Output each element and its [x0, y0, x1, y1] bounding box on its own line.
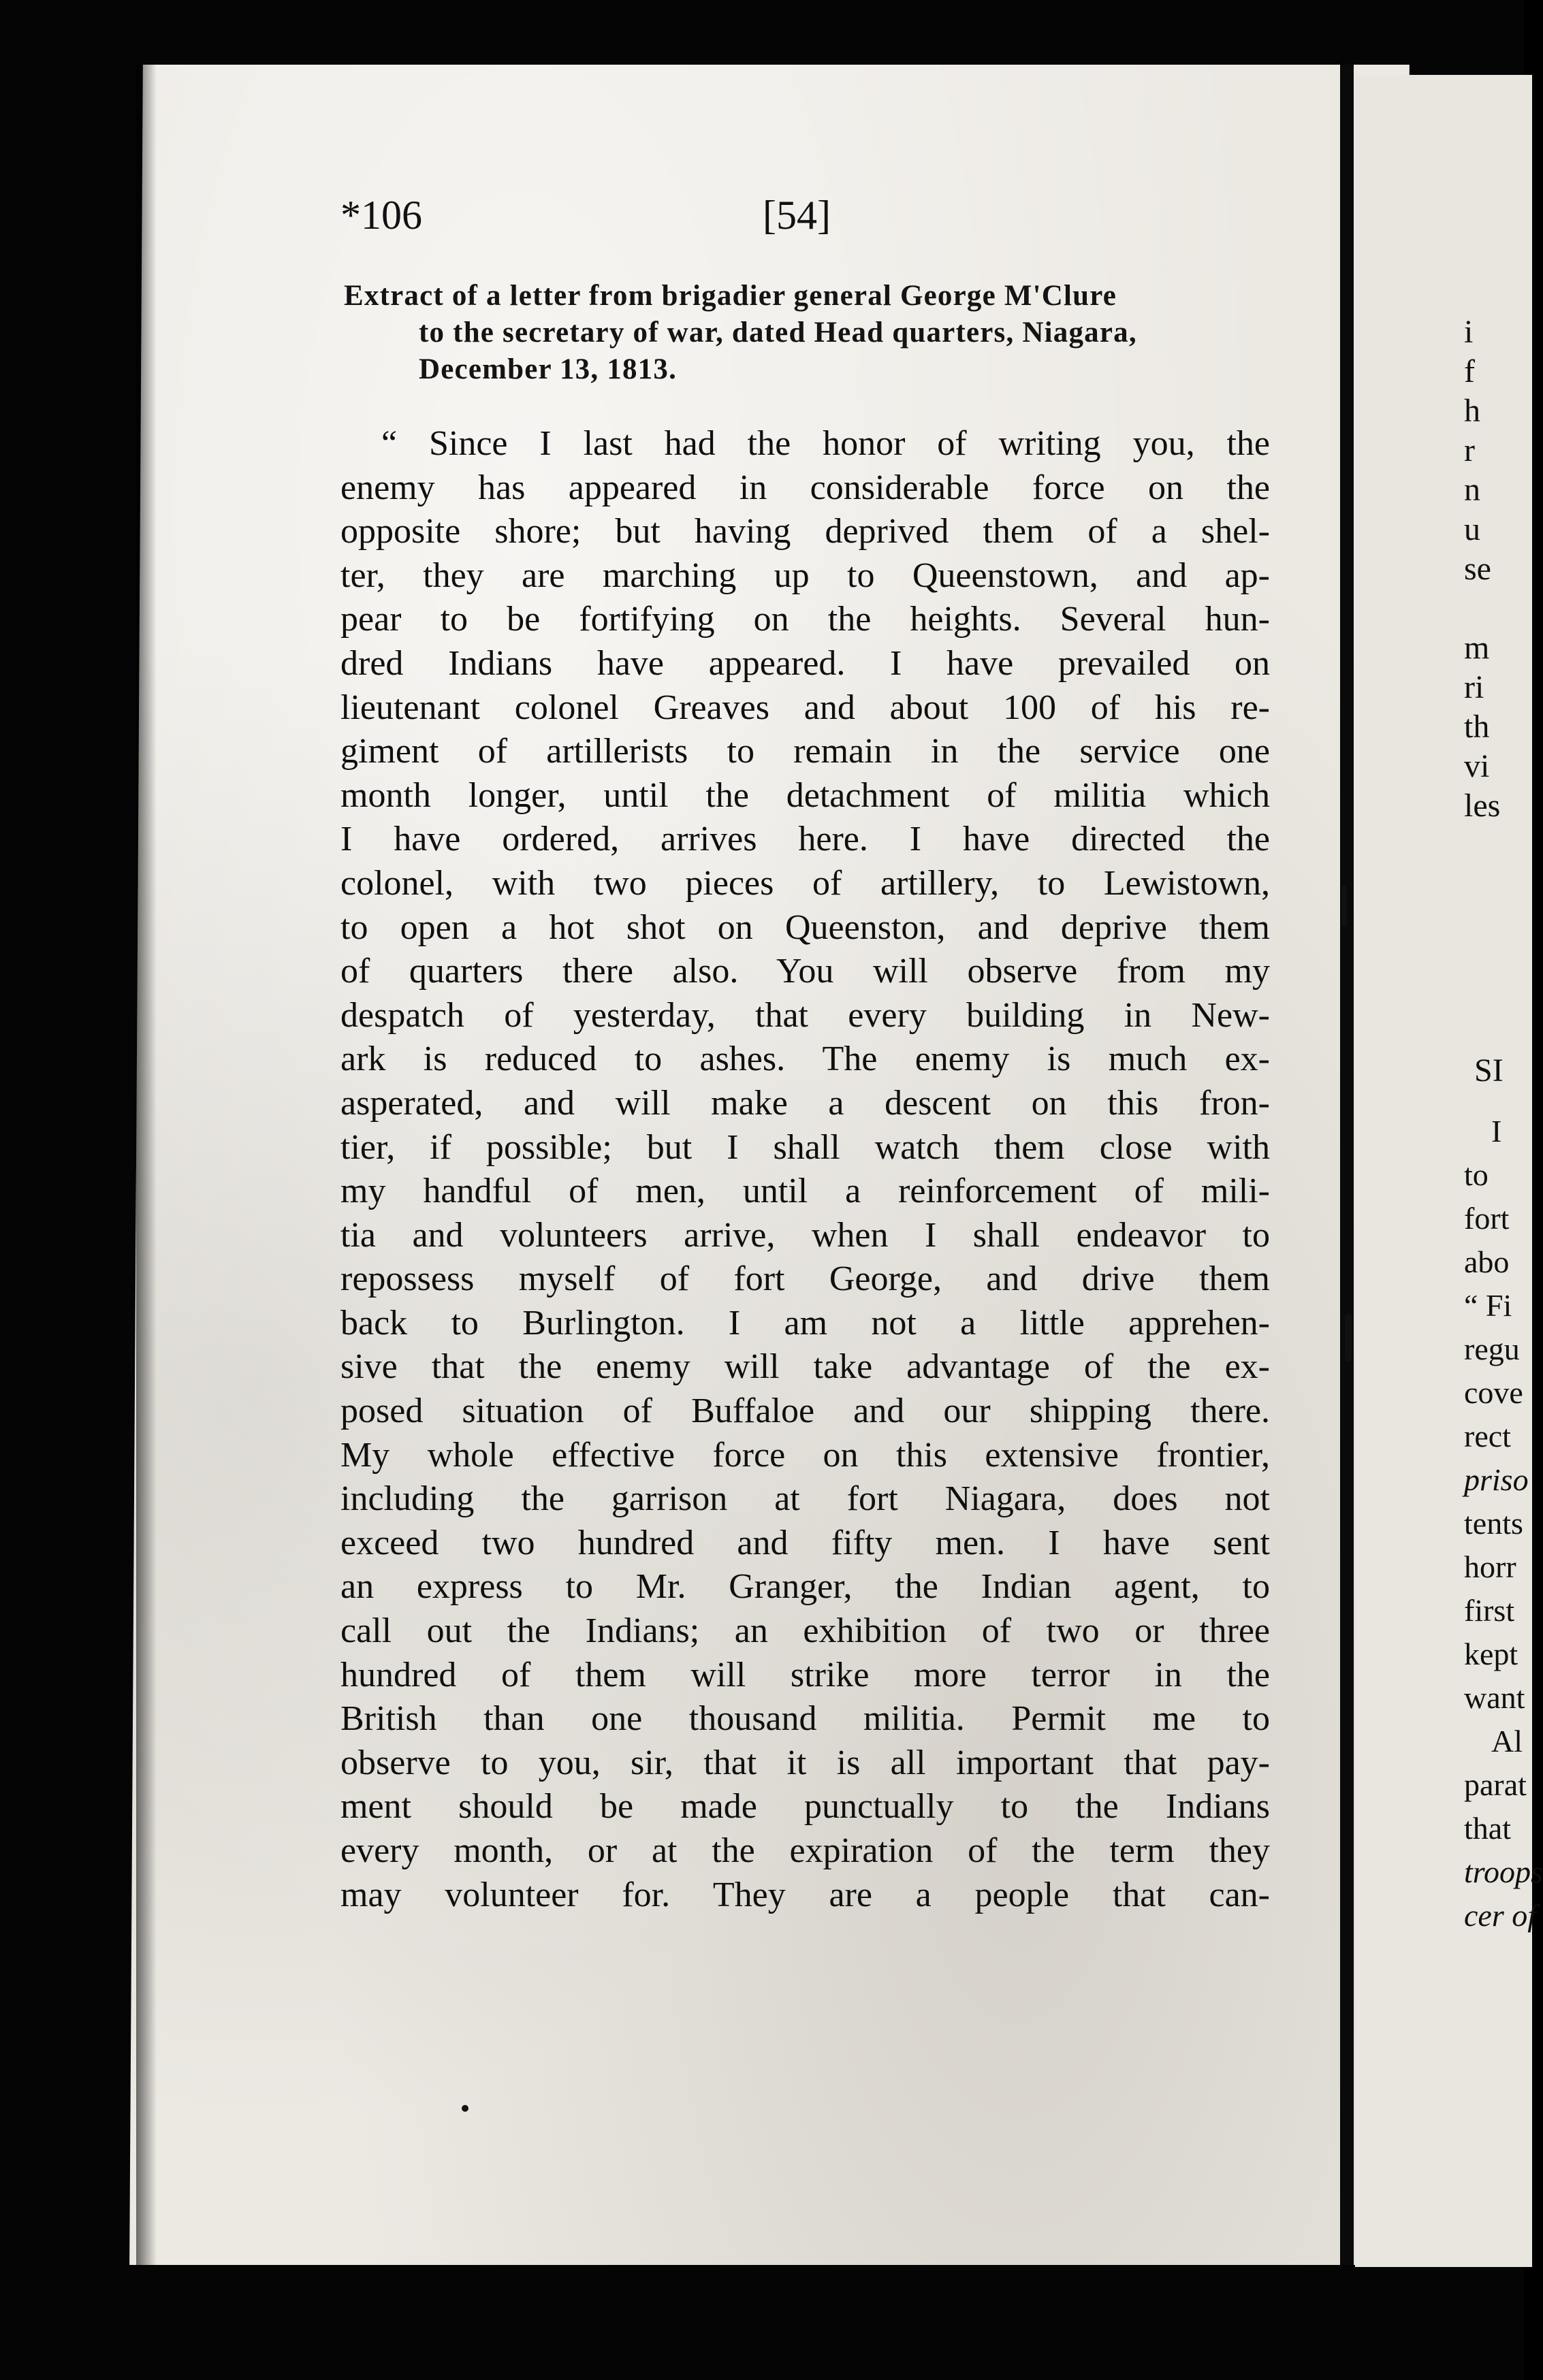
letter-heading — [344, 278, 1267, 388]
facing-line-fragment: abo — [1464, 1244, 1510, 1279]
facing-line-fragment: rect — [1464, 1419, 1511, 1453]
facing-line-fragment: troops — [1464, 1854, 1543, 1889]
facing-line-fragment: horr — [1464, 1549, 1516, 1584]
body-line: to open a hot shot on Queenston, and deprive them — [340, 907, 1270, 947]
facing-line-fragment: vi — [1464, 748, 1490, 784]
body-line: pear to be fortifying on the heights. Several hun- — [340, 600, 1270, 639]
heading-line: Extract of a letter from brigadier general George M'Clure — [344, 280, 1117, 312]
body-line: colonel, with two pieces of artillery, to Lewistown, — [340, 863, 1270, 903]
body-line: every month, or at the expiration of the term they — [340, 1831, 1270, 1870]
body-line: ter, they are marching up to Queenstown, and ap- — [340, 556, 1270, 595]
body-line: tier, if possible; but I shall watch them close with — [340, 1127, 1270, 1167]
body-line: I have ordered, arrives here. I have directed the — [340, 820, 1270, 859]
facing-line-fragment: les — [1464, 788, 1501, 824]
body-line: an express to Mr. Granger, the Indian agent, to — [340, 1567, 1270, 1607]
facing-line-fragment: cer of — [1464, 1898, 1537, 1933]
body-line: My whole effective force on this extensive frontier, — [340, 1435, 1270, 1475]
body-line: may volunteer for. They are a people that can- — [340, 1875, 1270, 1914]
body-line: ment should be made punctually to the Indians — [340, 1787, 1270, 1827]
body-line: repossess myself of fort George, and drive them — [340, 1259, 1270, 1299]
facing-line-fragment: to — [1464, 1157, 1489, 1192]
body-line: of quarters there also. You will observe from my — [340, 952, 1270, 991]
heading-line: December 13, 1813. — [419, 353, 678, 385]
body-line: observe to you, sir, that it is all important that pay- — [340, 1743, 1270, 1782]
facing-line-fragment: h — [1464, 393, 1480, 429]
facing-page — [1355, 75, 1532, 2267]
body-line: giment of artillerists to remain in the service one — [340, 732, 1270, 771]
ink-speck — [1341, 885, 1347, 926]
facing-line-fragment: want — [1464, 1680, 1525, 1715]
facing-line-fragment: tents — [1464, 1506, 1523, 1541]
body-line: my handful of men, until a reinforcement of mili- — [340, 1172, 1270, 1211]
letter-body — [340, 422, 1270, 1917]
facing-line-fragment: th — [1464, 709, 1490, 745]
body-line: opposite shore; but having deprived them of a shel- — [340, 512, 1270, 551]
body-line: lieutenant colonel Greaves and about 100 of his re- — [340, 688, 1270, 727]
body-line: ark is reduced to ashes. The enemy is much ex- — [340, 1040, 1270, 1079]
facing-line-fragment: regu — [1464, 1332, 1520, 1366]
facing-line-fragment: u — [1464, 511, 1480, 547]
body-line: asperated, and will make a descent on this fron- — [340, 1083, 1270, 1123]
facing-line-fragment: r — [1464, 432, 1475, 468]
facing-line-fragment: m — [1464, 630, 1490, 666]
body-line: hundred of them will strike more terror in the — [340, 1655, 1270, 1694]
body-line: exceed two hundred and fifty men. I have sent — [340, 1523, 1270, 1562]
signature-mark: [54] — [763, 193, 831, 238]
facing-line-fragment: n — [1464, 472, 1480, 508]
body-line: “ Since I last had the honor of writing you, the — [381, 424, 1270, 463]
body-line: enemy has appeared in considerable force on the — [340, 468, 1270, 507]
facing-line-fragment: ri — [1464, 669, 1484, 705]
facing-heading-fragment: SI — [1474, 1052, 1504, 1089]
body-line: back to Burlington. I am not a little apprehen- — [340, 1303, 1270, 1342]
body-line: sive that the enemy will take advantage of the ex- — [340, 1347, 1270, 1387]
ink-speck — [1345, 1314, 1352, 1362]
page-number: *106 — [340, 193, 422, 238]
facing-line-fragment: priso — [1464, 1462, 1529, 1497]
facing-line-fragment: Al — [1491, 1724, 1523, 1758]
facing-line-fragment: that — [1464, 1811, 1511, 1846]
facing-line-fragment: cove — [1464, 1375, 1523, 1410]
facing-line-fragment: f — [1464, 353, 1475, 389]
facing-line-fragment: fort — [1464, 1201, 1510, 1236]
book-gutter — [1340, 65, 1354, 2265]
page-shadow — [136, 65, 157, 2265]
body-line: tia and volunteers arrive, when I shall endeavor to — [340, 1215, 1270, 1255]
body-line: month longer, until the detachment of militia which — [340, 775, 1270, 815]
facing-line-fragment: parat — [1464, 1767, 1527, 1802]
facing-line-fragment: i — [1464, 314, 1474, 350]
facing-line-fragment: se — [1464, 551, 1491, 587]
body-line: despatch of yesterday, that every building in New- — [340, 995, 1270, 1035]
heading-line: to the secretary of war, dated Head quarters, Niagara, — [419, 317, 1137, 349]
body-line: British than one thousand militia. Permit me to — [340, 1699, 1270, 1739]
facing-line-fragment: I — [1491, 1114, 1502, 1148]
body-line: call out the Indians; an exhibition of two or three — [340, 1611, 1270, 1651]
facing-line-fragment: kept — [1464, 1637, 1518, 1671]
facing-line-fragment: first — [1464, 1593, 1515, 1628]
body-line: including the garrison at fort Niagara, does not — [340, 1479, 1270, 1519]
facing-line-fragment: “ Fi — [1464, 1288, 1512, 1323]
body-line: posed situation of Buffaloe and our shipping there. — [340, 1392, 1270, 1431]
page-header — [340, 192, 1294, 253]
body-line: dred Indians have appeared. I have prevailed on — [340, 643, 1270, 683]
ink-speck — [462, 2105, 468, 2112]
